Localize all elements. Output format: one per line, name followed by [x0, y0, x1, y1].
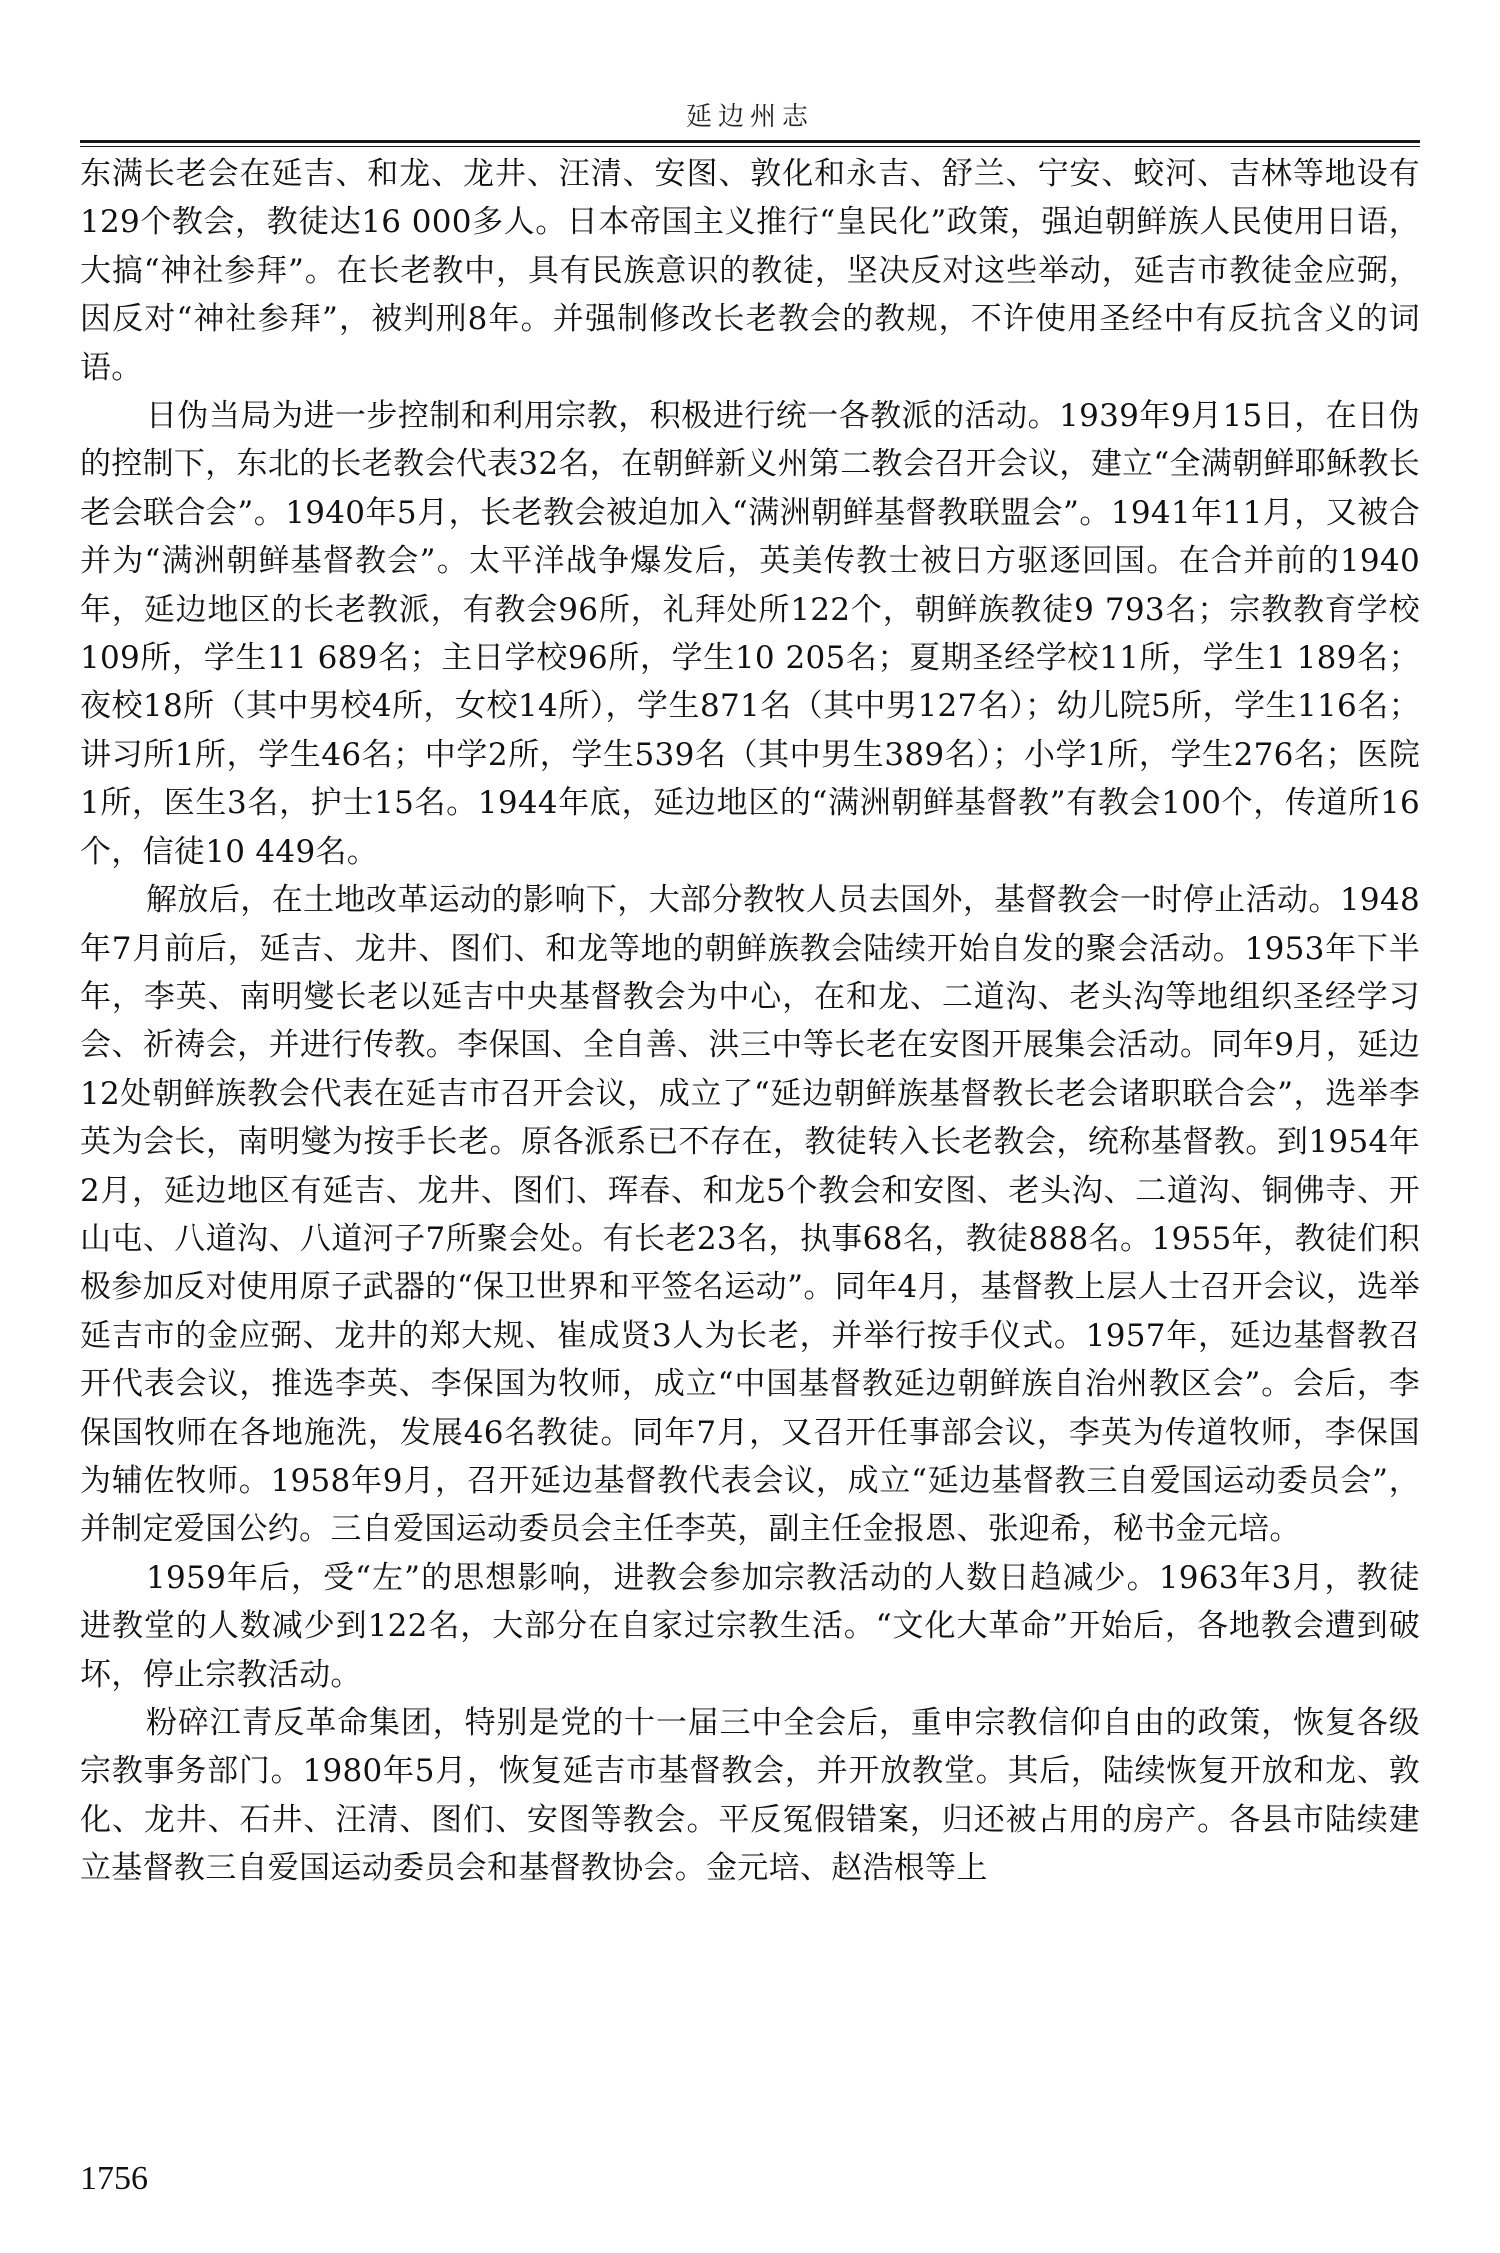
header-rule-thick [80, 140, 1420, 143]
header-rule-thin [80, 146, 1420, 147]
paragraph-4: 1959年后，受“左”的思想影响，进教会参加宗教活动的人数日趋减少。1963年3月，教徒进教堂的人数减少到122名，大部分在自家过宗教生活。“文化大革命”开始后，各地教会遭到破坏，停止宗教活动。 [80, 1559, 1420, 1693]
paragraph-3: 解放后，在土地改革运动的影响下，大部分教牧人员去国外，基督教会一时停止活动。1948年7月前后，延吉、龙井、图们、和龙等地的朝鲜族教会陆续开始自发的聚会活动。1953年下半年，李英、南明燮长老以延吉中央基督教会为中心，在和龙、二道沟、老头沟等地组织圣经学习会、祈祷会，并进行传教。李保国、全自善、洪三中等长老在安图开展集会活动。同年9月，延边12处朝鲜族教会代表在延吉市召开会议，成立了“延边朝鲜族基督教长老会诸职联合会”，选举李英为会长，南明燮为按手长老。原各派系已不存在，教徒转入长老教会，统称基督教。到1954年2月，延边地区有延吉、龙井、图们、珲春、和龙5个教会和安图、老头沟、二道沟、铜佛寺、开山屯、八道沟、八道河子7所聚会处。有长老23名，执事68名，教徒888名。1955年，教徒们积极参加反对使用原子武器的“保卫世界和平签名运动”。同年4月，基督教上层人士召开会议，选举延吉市的金应弼、龙井的郑大规、崔成贤3人为长老，并举行按手仪式。1957年，延边基督教召开代表会议，推选李英、李保国为牧师，成立“中国基督教延边朝鲜族自治州教区会”。会后，李保国牧师在各地施洗，发展46名教徒。同年7月，又召开任事部会议，李英为传道牧师，李保国为辅佐牧师。1958年9月，召开延边基督教代表会议，成立“延边基督教三自爱国运动委员会”，并制定爱国公约。三自爱国运动委员会主任李英，副主任金报恩、张迎希，秘书金元培。 [80, 882, 1420, 1548]
paragraph-2: 日伪当局为进一步控制和利用宗教，积极进行统一各教派的活动。1939年9月15日，在日伪的控制下，东北的长老教会代表32名，在朝鲜新义州第二教会召开会议，建立“全满朝鲜耶稣教长老会联合会”。1940年5月，长老教会被迫加入“满洲朝鲜基督教联盟会”。1941年11月，又被合并为“满洲朝鲜基督教会”。太平洋战争爆发后，英美传教士被日方驱逐回国。在合并前的1940年，延边地区的长老教派，有教会96所，礼拜处所122个，朝鲜族教徒9 793名；宗教教育学校109所，学生11 689名；主日学校96所，学生10 205名；夏期圣经学校11所，学生1 189名；夜校18所（其中男校4所，女校14所），学生871名（其中男127名）；幼儿院5所，学生116名；讲习所1所，学生46名；中学2所，学生539名（其中男生389名）；小学1所，学生276名；医院1所，医生3名，护士15名。1944年底，延边地区的“满洲朝鲜基督教”有教会100个，传道所16个，信徒10 449名。 [80, 398, 1420, 870]
page-number: 1756 [80, 2160, 148, 2197]
body-text [80, 150, 1420, 1893]
paragraph-1: 东满长老会在延吉、和龙、龙井、汪清、安图、敦化和永吉、舒兰、宁安、蛟河、吉林等地设有129个教会，教徒达16 000多人。日本帝国主义推行“皇民化”政策，强迫朝鲜族人民使用日语，大搞“神社参拜”。在长老教中，具有民族意识的教徒，坚决反对这些举动，延吉市教徒金应弼，因反对“神社参拜”，被判刑8年。并强制修改长老教会的教规，不许使用圣经中有反抗含义的词语。 [80, 156, 1420, 386]
running-header-title: 延边州志 [685, 102, 814, 132]
paragraph-5: 粉碎江青反革命集团，特别是党的十一届三中全会后，重申宗教信仰自由的政策，恢复各级宗教事务部门。1980年5月，恢复延吉市基督教会，并开放教堂。其后，陆续恢复开放和龙、敦化、龙井、石井、汪清、图们、安图等教会。平反冤假错案，归还被占用的房产。各县市陆续建立基督教三自爱国运动委员会和基督教协会。金元培、赵浩根等上 [80, 1705, 1420, 1887]
